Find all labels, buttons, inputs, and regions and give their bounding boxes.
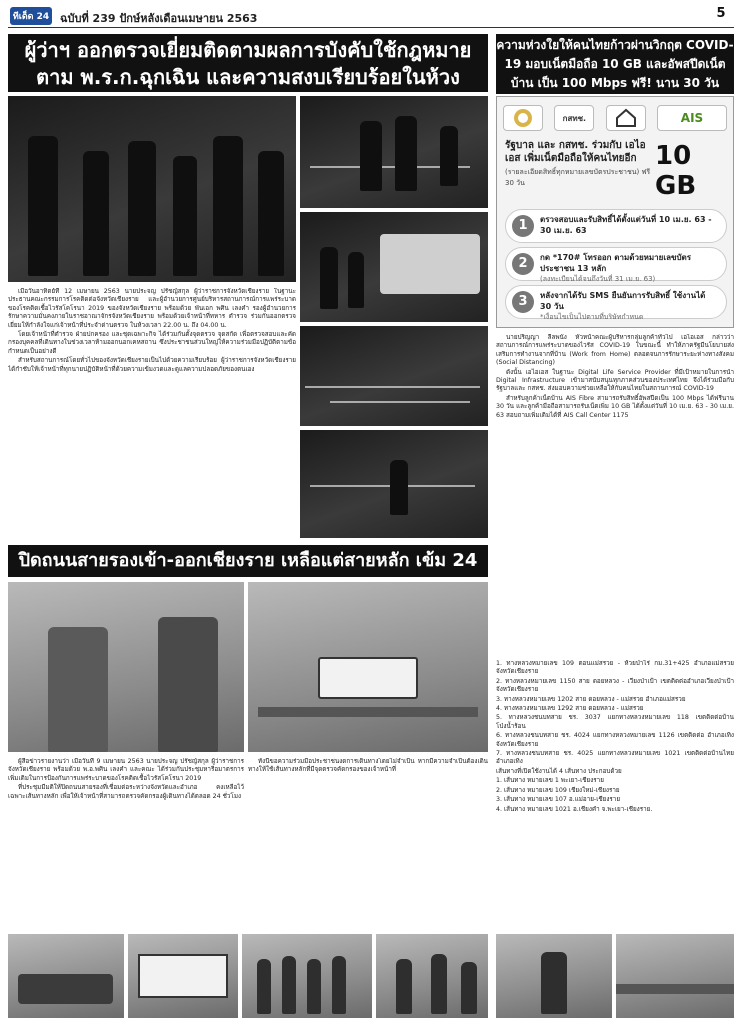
step-number: 1	[512, 215, 534, 237]
story2-body-left	[8, 758, 244, 930]
route-item: 3. ทางหลวงหมายเลข 1202 สาย ดอยหลวง - แม่สรวย อำเภอแม่สรวย	[496, 695, 686, 703]
nbtc-logo: กสทช.	[554, 105, 594, 131]
route-item: 7. ทางหลวงชนบทสาย ชร. 4025 แยกทางหลวงหมายเลข 1021 เขตติดต่อบ้านไทย อำเภอเทิง	[496, 750, 734, 766]
step-number: 2	[512, 253, 534, 275]
ad-step	[505, 247, 727, 281]
route-item: 4. ทางหลวงหมายเลข 1292 สาย ดอยหลวง - แม่สรวย	[496, 705, 644, 713]
story2-photo-roadblock	[248, 582, 488, 752]
story2-paragraph: ผู้สื่อข่าวรายงานว่า เมื่อวันที่ 9 เมษายน 2563 นายประจญ ปรัชญ์สกุล ผู้ว่าราชการจังหวัดเชียงราย พร้อมด้วย พ.อ.พศิน เลงคำ และคณะ ได้ร่วมกันประชุมหารือมาตรการเพิ่มเติมในการป้องกันการแพร่ระบาดของโรคติดเชื้อไวรัสโคโรนา 2019	[8, 758, 244, 782]
story2-headline: ปิดถนนสายรองเข้า-ออกเชียงราย เหลือแต่สายหลัก เข้ม 24	[8, 545, 488, 577]
route-item: เส้นทางที่เปิดใช้งานได้ 4 เส้นทาง ประกอบด้วย	[496, 767, 622, 775]
ad-big-value: 10 GB	[655, 141, 697, 201]
route-item: 4. เส้นทาง หมายเลข 1021 อ.เชียงคำ จ.พะเยา-เชียงราย.	[496, 805, 653, 813]
story2-photo-governor	[8, 582, 244, 752]
bottom-photo-closure-sign	[128, 934, 238, 1018]
ais-logo: AIS	[657, 105, 727, 131]
story3-body	[496, 334, 734, 650]
step-title: กด *170# โทรออก ตามด้วยหมายเลขบัตรประชาชน 13 หลัก	[540, 253, 692, 273]
story1-photo-road-1	[300, 326, 488, 426]
story1-paragraph: สำหรับสถานการณ์โดยทั่วไปของจังหวัดเชียงรายเป็นไปด้วยความเรียบร้อย ผู้ว่าราชการจังหวัดเชียงรายได้กำชับให้เจ้าหน้าที่ทุกนายปฏิบัติหน้าที่ด้วยความเข้มงวดและดูแลความปลอดภัยของตนเอง	[8, 357, 296, 373]
bottom-photo-group	[242, 934, 372, 1018]
step-number: 3	[512, 291, 534, 313]
story1-paragraph: โดยเจ้าหน้าที่ตำรวจ ฝ่ายปกครอง และชุดเฉพาะกิจ ได้ร่วมกันตั้งจุดตรวจ จุดสกัด เพื่อตรวจสอบและคัดกรองบุคคลที่เดินทางในช่วงเวลาห้ามออกนอกเคหสถาน ซึ่งประชาชนส่วนใหญ่ให้ความร่วมมือปฏิบัติตามข้อกำหนดเป็นอย่างดี	[8, 331, 296, 355]
government-logo	[503, 105, 543, 131]
route-item: 6. ทางหลวงชนบทสาย ชร. 4024 แยกทางหลวงหมายเลข 1126 เขตติดต่อ อำเภอเทิง จังหวัดเชียงราย	[496, 732, 734, 748]
page-number: 5	[716, 6, 726, 21]
story3-paragraph: สำหรับลูกค้าเน็ตบ้าน AIS Fibre สามารถรับสิทธิ์อัพสปีดเป็น 100 Mbps ได้ฟรีนาน 30 วัน และลูกค้ามือถือสามารถรับเน็ตเพิ่ม 10 GB ได้ตั้งแต่วันที่ 10 เม.ย. 63 - 30 เม.ย. 63 สอบถามเพิ่มเติมได้ที่ AIS Call Center 1175	[496, 394, 734, 419]
story2-paragraph: ที่ประชุมมีมติให้ปิดถนนสายรองที่เชื่อมต่อระหว่างจังหวัดและอำเภอ คงเหลือไว้เฉพาะเส้นทางหลัก เพื่อให้เจ้าหน้าที่สามารถตรวจคัดกรองผู้เดินทางได้ตลอด 24 ชั่วโมง	[8, 784, 244, 800]
story1-paragraph: เมื่อวันอาทิตย์ที่ 12 เมษายน 2563 นายประจญ ปรัชญ์สกุล ผู้ว่าราชการจังหวัดเชียงราย ในฐานะประธานคณะกรรมการโรคติดต่อจังหวัดเชียงราย และผู้อำนวยการศูนย์บริหารสถานการณ์การแพร่ระบาดของโรคติดเชื้อไวรัสโคโรนา 2019 ของจังหวัดเชียงราย พร้อมด้วย พันเอก พศิน เลงคำ รองผู้อำนวยการรักษาความมั่นคงภายในราชอาณาจักรจังหวัดเชียงราย พร้อมด้วยเจ้าหน้าที่ทหาร ตำรวจ ร่วมกันออกตรวจเยี่ยมให้กำลังใจแก่เจ้าหน้าที่ประจำด่านตรวจ ในห้วงเวลา 22.00 น. ถึง 04.00 น.	[8, 288, 296, 329]
ad-title: รัฐบาล และ กสทช. ร่วมกับ เอไอเอส เพิ่มเน็ตมือถือให้คนไทยอีก	[505, 140, 646, 164]
ais-advertisement	[496, 96, 734, 328]
ad-step	[505, 209, 727, 243]
step-title: ตรวจสอบและรับสิทธิ์ได้ตั้งแต่วันที่ 10 เม.ย. 63 - 30 เม.ย. 63	[540, 215, 712, 235]
route-item: 2. ทางหลวงหมายเลข 1150 สาย ดอยหลวง - เวียงป่าเป้า เขตติดต่ออำเภอเวียงป่าเป้า จังหวัดเชียงราย	[496, 677, 734, 694]
story1-photo-truck	[300, 212, 488, 322]
route-item: 3. เส้นทาง หมายเลข 107 อ.แม่อาย-เชียงราย	[496, 796, 621, 804]
bottom-photo-officer	[496, 934, 612, 1018]
route-item: 5. ทางหลวงชนบทสาย ชร. 3037 แยกทางหลวงหมายเลข 118 เขตติดต่อบ้าน โป่งน้ำร้อน	[496, 714, 734, 730]
story3-paragraph: ดังนั้น เอไอเอส ในฐานะ Digital Life Service Provider ที่มีเป้าหมายในการนำ Digital Infrastructure เข้ามาสนับสนุนทุกภาคส่วนของประเทศไทย จึงได้ร่วมมือกับรัฐบาลและ กสทช. ส่งมอบความช่วยเหลือให้กับคนไทยในสถานการณ์ COVID-19	[496, 368, 734, 393]
story2-paragraph: ทั้งนี้ขอความร่วมมือประชาชนงดการเดินทางโดยไม่จำเป็น หากมีความจำเป็นต้องเดินทางให้ใช้เส้นทางหลักที่มีจุดตรวจคัดกรองของเจ้าหน้าที่	[248, 758, 488, 774]
route-item: 1. ทางหลวงหมายเลข 109 ตอนแม่สรวย - ห้วยป่าไร่ กม.31+425 อำเภอแม่สรวย จังหวัดเชียงราย	[496, 660, 734, 676]
story1-photo-officials	[8, 96, 296, 282]
newspaper-logo: ทีเด็ด 24	[10, 7, 52, 25]
ad-step	[505, 285, 727, 319]
step-note: *เงื่อนไขเป็นไปตามที่บริษัทกำหนด	[540, 313, 644, 321]
step-note: (ลงทะเบียนได้จนถึงวันที่ 31 เม.ย. 63)	[540, 275, 656, 283]
story3-headline: ความห่วงใยให้คนไทยก้าวผ่านวิกฤต COVID-19 มอบเน็ตมือถือ 10 GB และอัพสปีดเน็ตบ้าน เป็น 100 Mbps ฟรี! นาน 30 วัน	[496, 34, 734, 94]
story2-body-mid	[248, 758, 488, 930]
route-item: 2. เส้นทาง หมายเลข 109 เชียงใหม่-เชียงราย	[496, 786, 620, 794]
bottom-photo-road-hill	[616, 934, 734, 1018]
story1-body	[8, 288, 296, 540]
bottom-photo-vehicles	[8, 934, 124, 1018]
story1-photo-checkpoint	[300, 96, 488, 208]
home-icon	[606, 105, 646, 131]
bottom-photo-meeting	[376, 934, 488, 1018]
story1-headline: ผู้ว่าฯ ออกตรวจเยี่ยมติดตามผลการบังคับใช้กฎหมายตาม พ.ร.ก.ฉุกเฉิน และความสงบเรียบร้อยในห้วง ฟิ	[8, 34, 488, 92]
ad-subtitle: (รายละเอียดสิทธิ์ทุกหมายเลขบัตรประชาชน) ฟรี 30 วัน	[505, 168, 651, 187]
issue-line: ฉบับที่ 239 ปักษ์หลังเดือนเมษายน 2563	[60, 12, 258, 25]
story3-paragraph: นายปริญญา ลีลพนัง หัวหน้าคณะผู้บริหารกลุ่มลูกค้าทั่วไป เอไอเอส กล่าวว่า สถานการณ์การแพร่ระบาดของไวรัส COVID-19 ในขณะนี้ ทำให้ภาครัฐมีนโยบายส่งเสริมการทำงานจากที่บ้าน (Work from Home) ตลอดจนการรักษาระยะห่างทางสังคม (Social Distancing)	[496, 334, 734, 367]
route-item: 1. เส้นทาง หมายเลข 1 พะเยา-เชียงราย	[496, 777, 604, 785]
step-title: หลังจากได้รับ SMS ยืนยันการรับสิทธิ์ ใช้งานได้ 30 วัน	[540, 291, 706, 311]
story2-routes-list	[496, 660, 734, 930]
story1-photo-road-2	[300, 430, 488, 538]
